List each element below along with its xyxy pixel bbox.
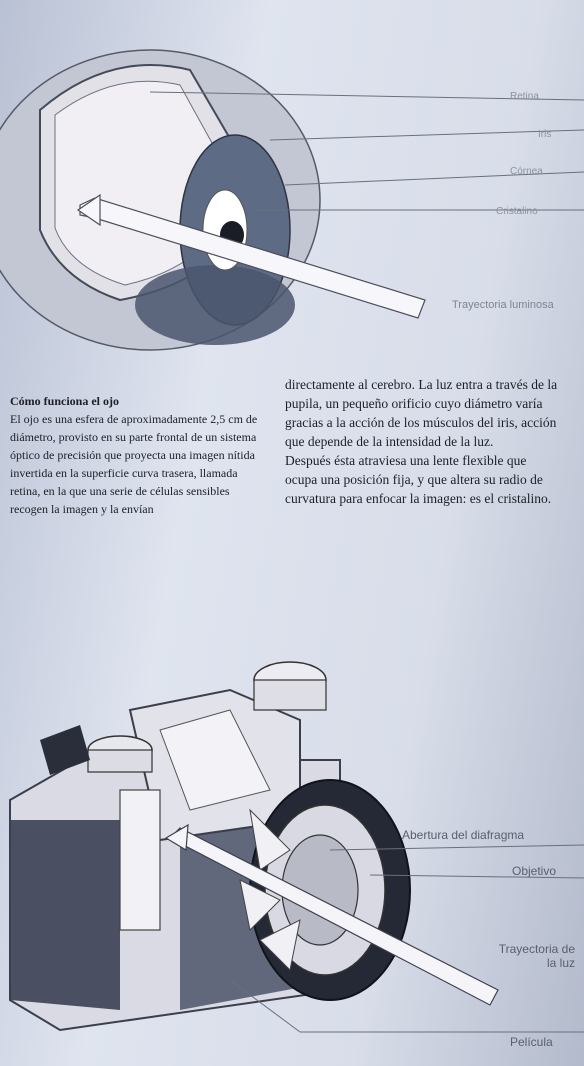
caption-left-text: El ojo es una esfera de aproximadamente 2,5 cm de diámetro, provisto en su parte frontal de un sistema óptico de precisión que proyecta una imagen nítida invertida en la superficie curva trasera, llamada retina, en la que una serie de células sensibles recogen la imagen y la envían <box>10 412 258 516</box>
film-strip <box>120 790 160 930</box>
label-objective: Objetivo <box>512 864 557 878</box>
camera-front-dark <box>10 820 120 1010</box>
caption-right-text-2: Después ésta atraviesa una lente flexible que ocupa una posición fija, y que altera su radio de curvatura para enfocar la imagen: es el cristalino. <box>285 453 552 506</box>
label-film: Película <box>510 1035 553 1049</box>
camera-illustration <box>0 650 584 1066</box>
label-iris: Iris <box>538 129 552 140</box>
label-lens: Cristalino <box>496 206 538 217</box>
label-camera-light-path: Trayectoria de la luz <box>498 942 575 970</box>
caption-left-column <box>10 392 265 518</box>
camera-diagram <box>0 650 584 1066</box>
iris-lower <box>135 265 295 345</box>
caption-right-text-1: directamente al cerebro. La luz entra a través de la pupila, un pequeño orificio cuyo diámetro varía gracias a la acción de los músculos del iris, acción que depende de la intensidad de la luz. <box>285 377 558 449</box>
eye-diagram <box>0 0 584 360</box>
caption-title: Cómo funciona el ojo <box>10 394 119 408</box>
label-light-path: Trayectoria luminosa <box>452 299 554 311</box>
label-aperture: Abertura del diafragma <box>402 828 525 842</box>
label-cornea: Córnea <box>510 166 543 177</box>
caption-right-column <box>285 375 560 508</box>
label-retina: Retina <box>510 91 539 102</box>
